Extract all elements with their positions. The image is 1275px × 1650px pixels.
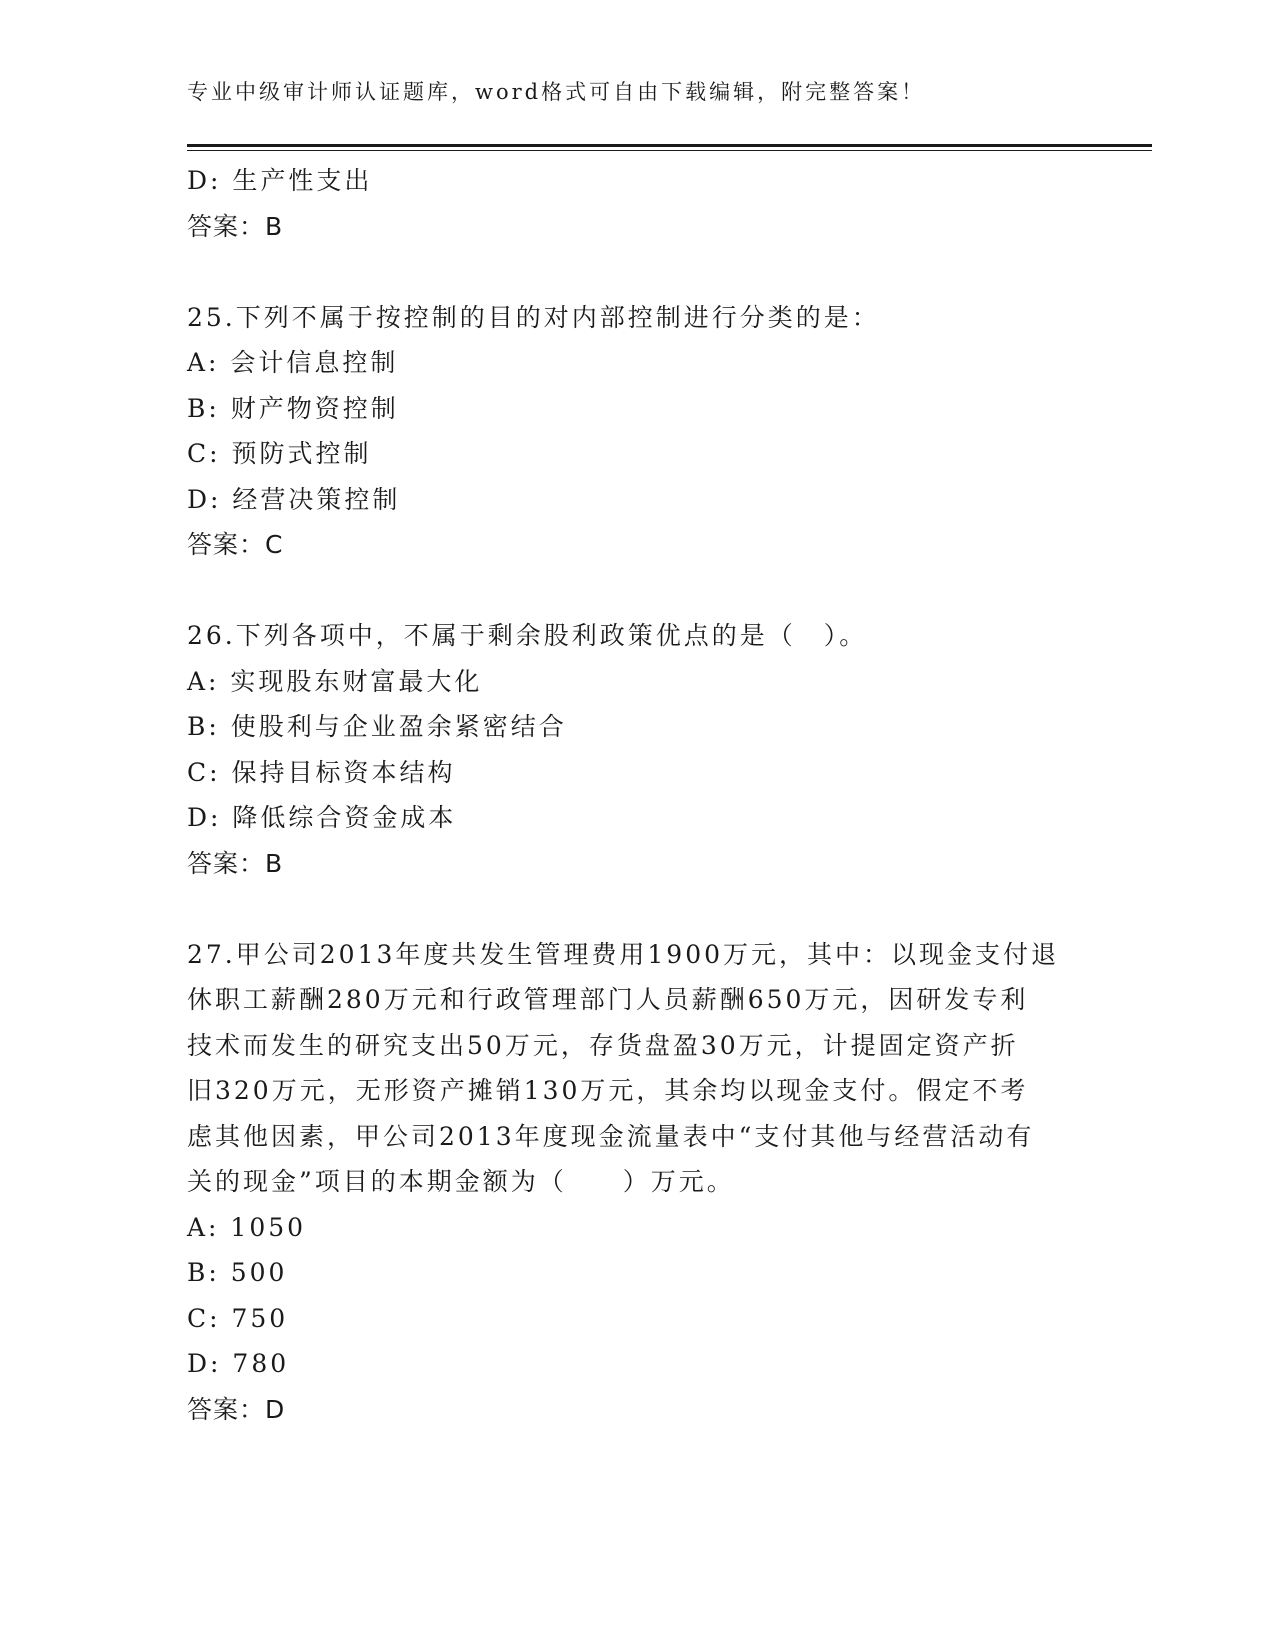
answer: 答案：B <box>187 848 284 878</box>
option-c: C: 750 <box>187 1303 289 1333</box>
option-a: A: 实现股东财富最大化 <box>187 666 483 696</box>
previous-question-tail <box>187 158 1087 249</box>
stem-line: 休职工薪酬280万元和行政管理部门人员薪酬650万元，因研发专利 <box>187 985 1029 1014</box>
option-a: A: 1050 <box>187 1212 307 1242</box>
stem-line: 27.甲公司2013年度共发生管理费用1900万元，其中：以现金支付退 <box>187 939 1060 969</box>
option-b: B: 财产物资控制 <box>187 393 399 423</box>
stem-line: 25.下列不属于按控制的目的对内部控制进行分类的是： <box>187 302 880 332</box>
answer: 答案：C <box>187 530 284 559</box>
option-c: C: 预防式控制 <box>187 439 372 468</box>
answer: 答案：D <box>187 1394 286 1424</box>
stem-line: 旧320万元，无形资产摊销130万元，其余均以现金支付。假定不考 <box>187 1076 1029 1105</box>
page-header: 专业中级审计师认证题库，word格式可自由下载编辑，附完整答案！ <box>187 80 926 104</box>
question-stem <box>187 295 1087 341</box>
option-d: D: 经营决策控制 <box>187 484 401 514</box>
answer: 答案：B <box>187 211 284 241</box>
option-d: D: 780 <box>187 1349 290 1378</box>
question-26 <box>187 613 1087 886</box>
question-stem <box>187 613 1087 659</box>
stem-line: 技术而发生的研究支出50万元，存货盘盈30万元，计提固定资产折 <box>187 1030 1019 1060</box>
stem-line: 关的现金”项目的本期金额为（ ）万元。 <box>187 1167 735 1196</box>
header-rule-thick <box>187 144 1152 147</box>
question-stem <box>187 932 1087 1205</box>
header-rule-thin <box>187 150 1152 151</box>
stem-line: 虑其他因素，甲公司2013年度现金流量表中“支付其他与经营活动有 <box>187 1121 1035 1151</box>
option-b: B: 500 <box>187 1258 288 1287</box>
option-d: D: 生产性支出 <box>187 166 373 195</box>
option-b: B: 使股利与企业盈余紧密结合 <box>187 712 567 741</box>
option-d: D: 降低综合资金成本 <box>187 803 457 832</box>
option-c: C: 保持目标资本结构 <box>187 757 456 787</box>
question-27 <box>187 932 1087 1433</box>
stem-line: 26.下列各项中，不属于剩余股利政策优点的是（ ）。 <box>187 621 868 650</box>
question-25 <box>187 295 1087 568</box>
option-a: A: 会计信息控制 <box>187 348 399 377</box>
content <box>187 158 1087 1432</box>
